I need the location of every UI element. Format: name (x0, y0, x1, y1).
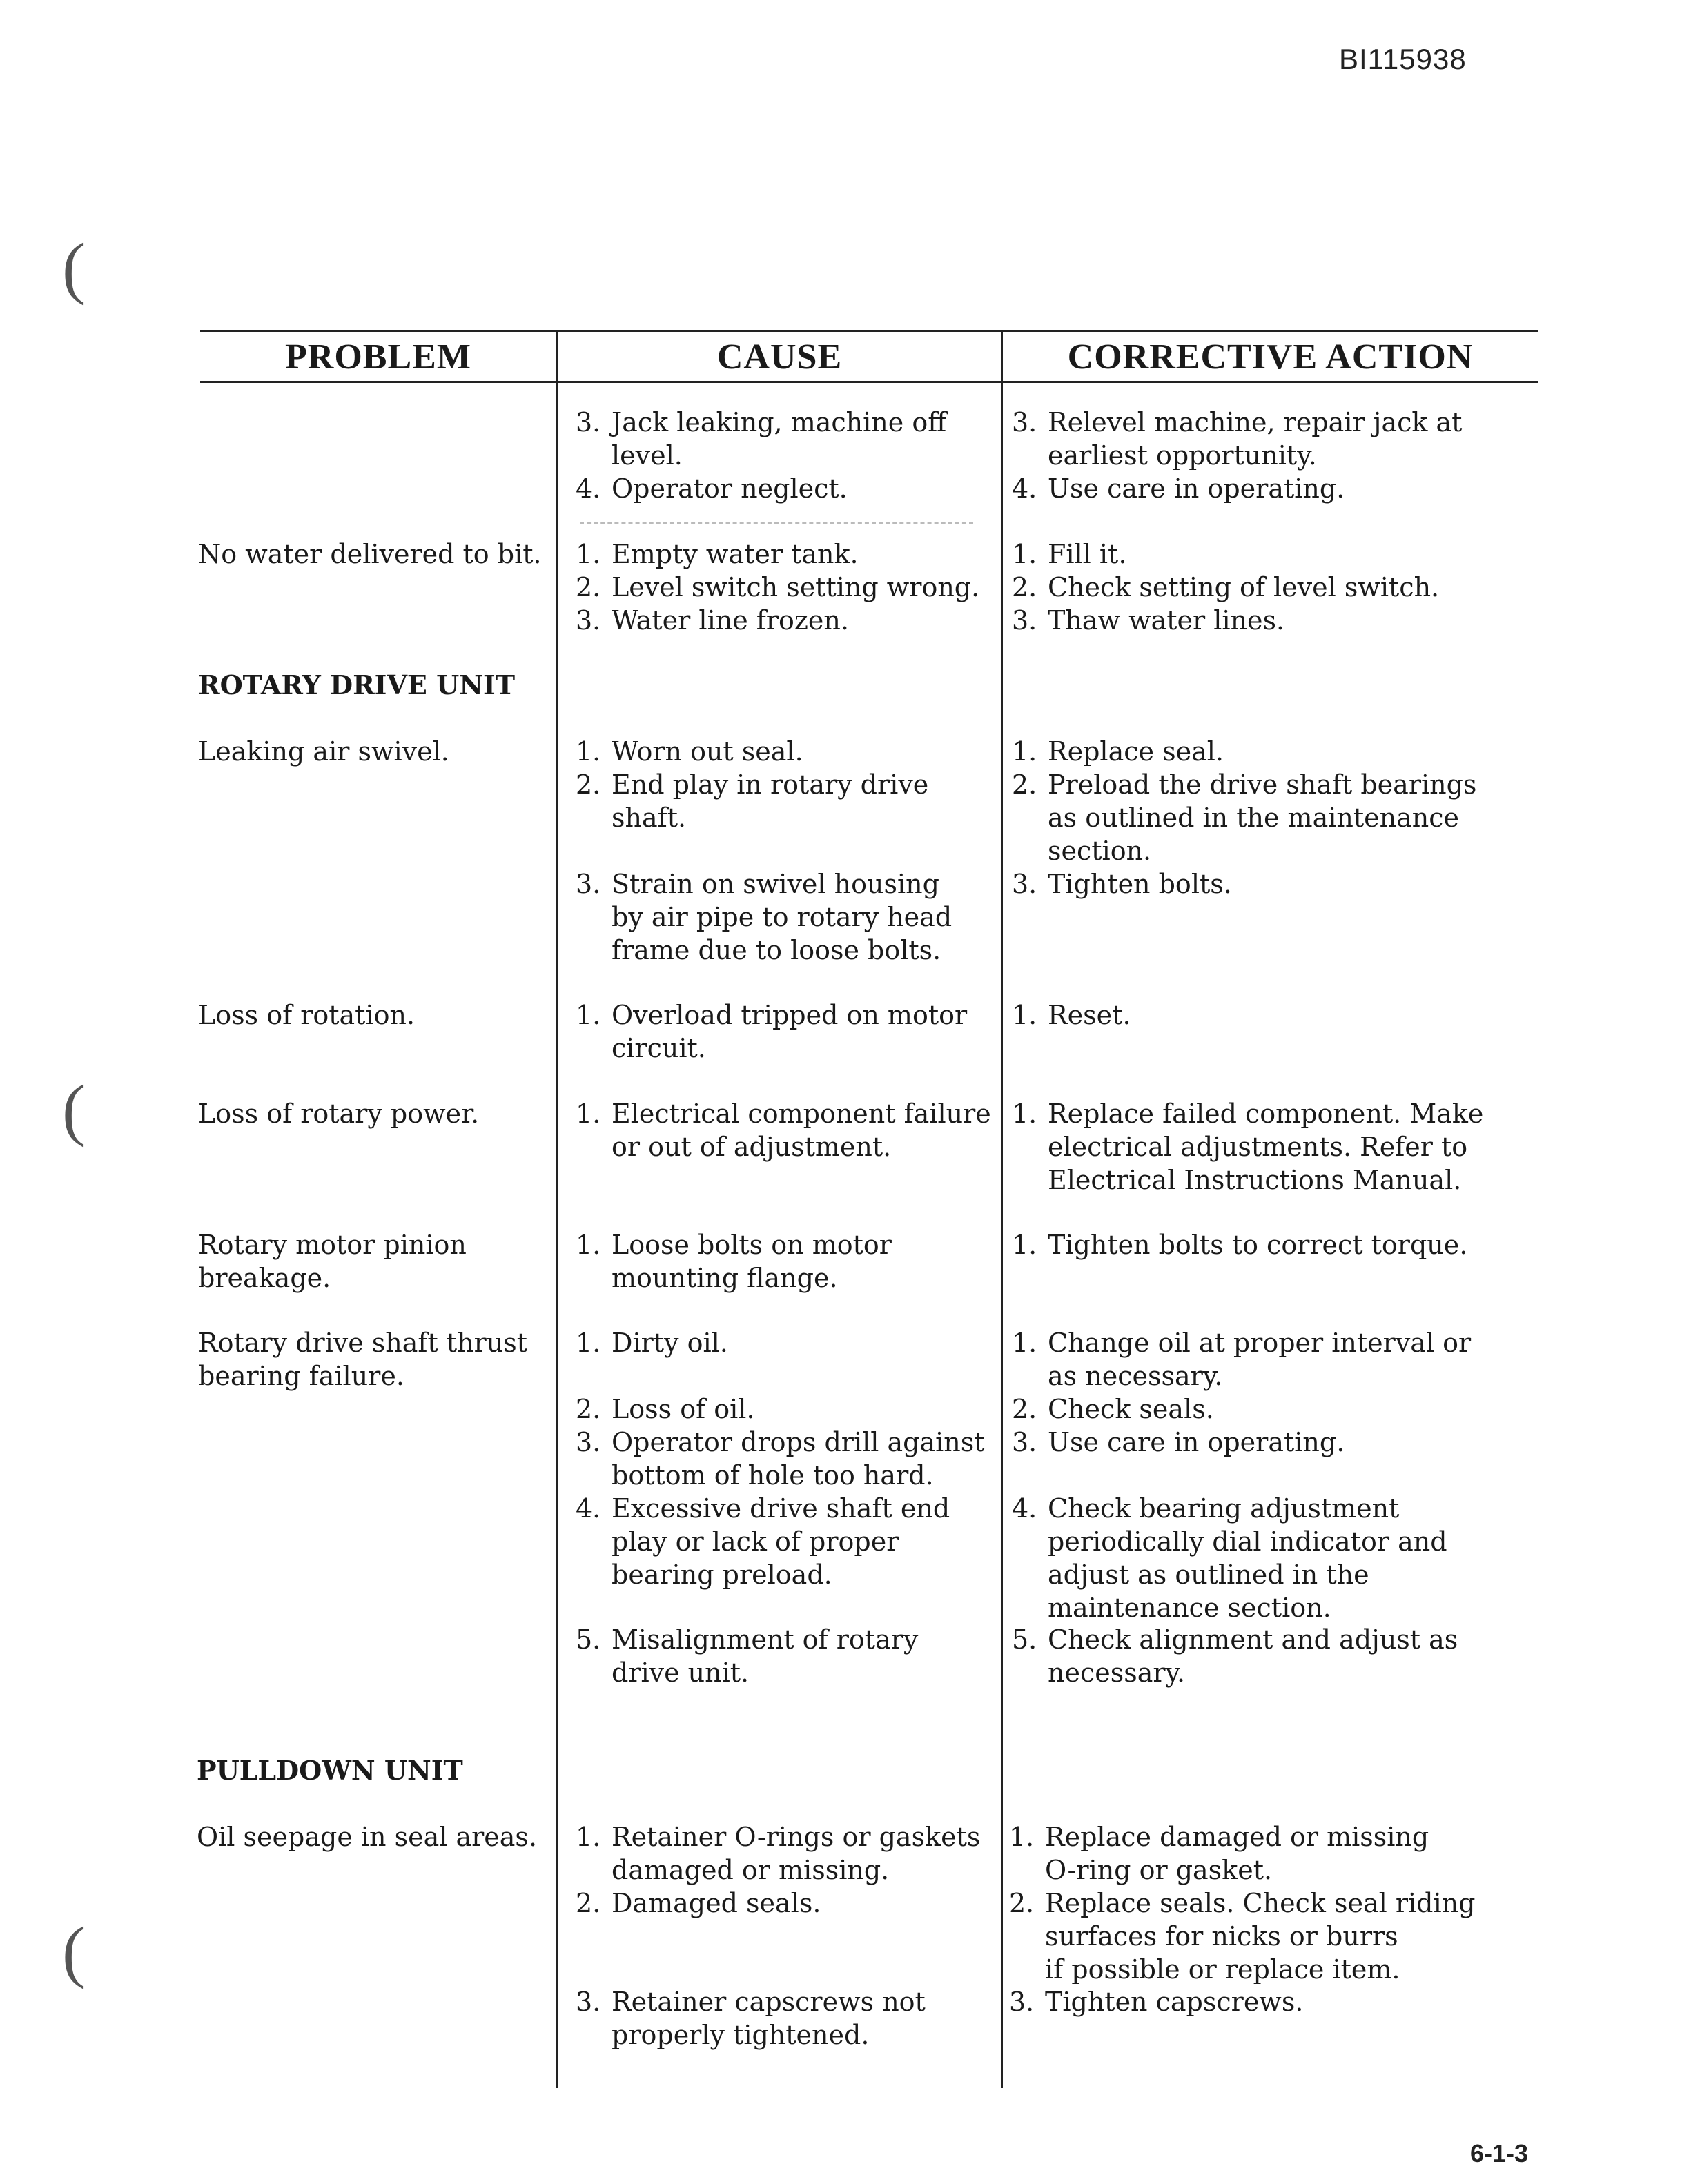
header-cause: CAUSE (716, 337, 843, 377)
problem-oil-seepage: Oil seepage in seal areas. (197, 1822, 538, 1852)
header-problem: PROBLEM (285, 337, 471, 377)
page-number: 6-1-3 (1470, 2139, 1529, 2167)
binder-hole-mark: ( (62, 229, 86, 306)
problem-loss-of-rotation: Loss of rotation. (198, 1000, 416, 1030)
row-separator (580, 522, 973, 524)
problem-loss-of-rotary-power: Loss of rotary power. (198, 1099, 480, 1129)
binder-hole-mark: ( (62, 1913, 86, 1989)
problem-pinion-breakage: Rotary motor pinion breakage. (198, 1230, 467, 1293)
section-pulldown-unit: PULLDOWN UNIT (197, 1755, 463, 1786)
section-rotary-drive-unit: ROTARY DRIVE UNIT (198, 669, 516, 700)
problem-thrust-bearing-failure: Rotary drive shaft thrust bearing failure. (198, 1328, 528, 1391)
problem-leaking-air-swivel: Leaking air swivel. (198, 736, 449, 767)
header-bottom-rule (200, 381, 1538, 383)
binder-hole-mark: ( (62, 1071, 86, 1148)
document-id: BI115938 (1339, 43, 1467, 75)
column-divider (556, 330, 558, 2088)
problem-no-water: No water delivered to bit. (198, 539, 542, 569)
table-top-rule (200, 330, 1538, 332)
column-divider (1001, 330, 1003, 2088)
header-corrective-action: CORRECTIVE ACTION (1067, 337, 1474, 377)
